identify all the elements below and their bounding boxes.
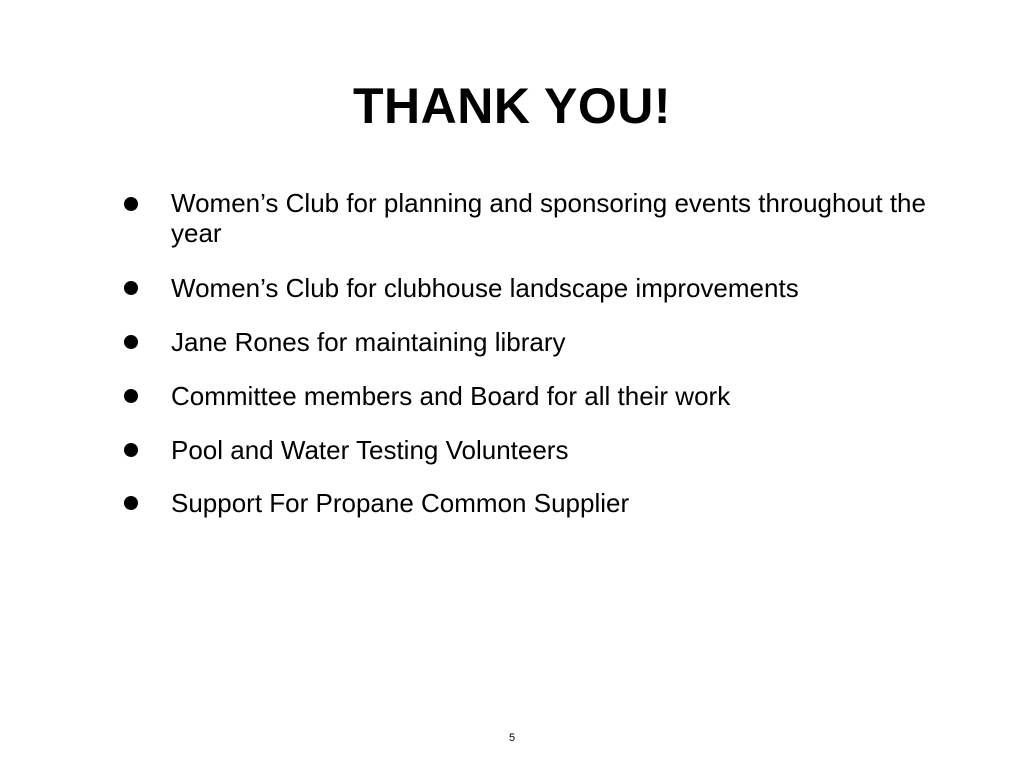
bullet-icon bbox=[124, 197, 138, 211]
bullet-text: Committee members and Board for all their work bbox=[171, 381, 731, 411]
bullet-text: Women’s Club for clubhouse landscape improvements bbox=[171, 273, 799, 303]
page-number: 5 bbox=[508, 732, 516, 744]
bullet-icon bbox=[124, 496, 138, 510]
bullet-icon bbox=[124, 281, 138, 295]
bullet-icon bbox=[124, 443, 138, 457]
slide-title: THANK YOU! bbox=[353, 78, 671, 134]
bullet-icon bbox=[124, 335, 138, 349]
bullet-text: Support For Propane Common Supplier bbox=[171, 488, 630, 518]
bullet-text: Pool and Water Testing Volunteers bbox=[171, 435, 569, 465]
bullet-text: Jane Rones for maintaining library bbox=[171, 327, 566, 357]
bullet-text: Women’s Club for planning and sponsoring events throughout the year bbox=[171, 188, 926, 248]
bullet-icon bbox=[124, 389, 138, 403]
